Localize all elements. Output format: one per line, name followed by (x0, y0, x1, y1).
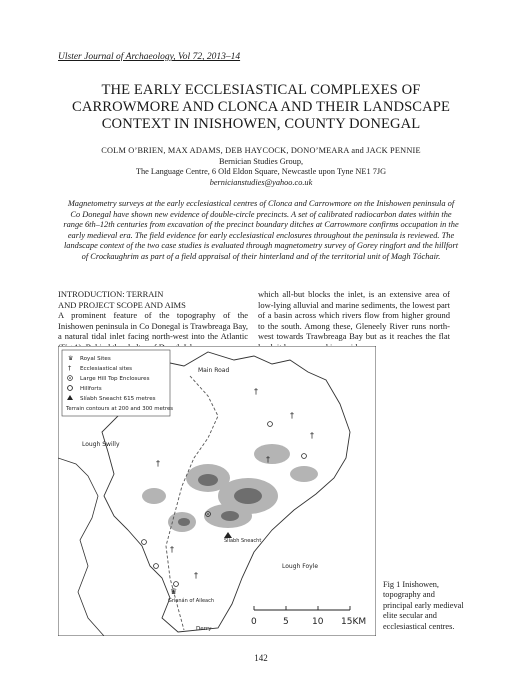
author-email: bernicianstudies@yahoo.co.uk (209, 177, 313, 187)
label-lough-foyle: Lough Foyle (282, 563, 319, 570)
journal-citation: Ulster Journal of Archaeology, Vol 72, 2013–14 (58, 52, 241, 62)
legend-label-hillforts: Hillforts (80, 386, 102, 392)
legend-icon-crown: ♛ (68, 355, 74, 362)
section-heading-2: AND PROJECT SCOPE AND AIMS (58, 299, 186, 310)
ecclesiastical-site-icon: † (310, 431, 314, 440)
legend-label-peak: Slíabh Sneacht 615 metres (80, 396, 156, 402)
legend-label-contours: Terrain contours at 200 and 300 metres (66, 406, 174, 412)
title-line: THE EARLY ECCLESIASTICAL COMPLEXES OF (101, 82, 421, 98)
scale-tick-5: 5 (283, 617, 289, 627)
legend-icon-cross: † (68, 364, 72, 372)
label-main-road: Main Road (198, 367, 230, 374)
abstract: Magnetometry surveys at the early ecclesiastical centres of Clonca and Carrowmore on the Inishowen peninsula of Co Donegal have shown new evidence of double-circle precincts. A set of calibrated radiocarbon dates within the range 6th–12th centuries from excavation of the precinct boundary ditches at Carrowmore confirms occupation in the early medieval era. The field evidence for early ecclesiastical enclosures throughout the peninsula is reviewed. The landscape context of the two case studies is evaluated through magnetometry survey of Gorey ringfort and the hillfort of Crockaughrim as part of a field appraisal of their hinterland and of the territorial unit of Magh Tóchair. (63, 199, 459, 261)
label-derry: Derry (196, 626, 212, 632)
label-slieve: Sliabh Sneacht (224, 538, 262, 544)
page-number: 142 (254, 653, 268, 663)
title-line: CARROWMORE AND CLONCA AND THEIR LANDSCAPE (71, 99, 451, 115)
affiliation-line-2: The Language Centre, 6 Old Eldon Square, Newcastle upon Tyne NE1 7JG (135, 167, 387, 176)
map-legend (62, 350, 173, 416)
body-paragraph-right: which all-but blocks the inlet, is an extensive area of low-lying alluvial and marine sediments, the lowest part of a basin across which rivers flow from higher ground to the south. Among these, Gleneely River runs north-west towards Trawbreaga Bay but as it reaches the flat (258, 289, 450, 342)
ecclesiastical-site-icon: † (194, 571, 198, 580)
figure-caption: Fig 1 Inishowen, topography and principal early medieval elite secular and ecclesiastical centres. (383, 580, 464, 631)
ecclesiastical-site-icon: † (170, 545, 174, 554)
ecclesiastical-site-icon: † (156, 459, 160, 468)
legend-label-enclosures: Large Hill Top Enclosures (80, 376, 150, 382)
body-column-left (58, 289, 248, 353)
scale-tick-0: 0 (251, 617, 257, 627)
inishowen-map (58, 346, 376, 636)
affiliation-line-1: Bernician Studies Group, (218, 156, 304, 166)
scale-tick-15: 15KM (341, 617, 367, 627)
title-line: CONTEXT IN INISHOWEN, COUNTY DONEGAL (101, 116, 421, 132)
ecclesiastical-site-icon: † (254, 387, 258, 396)
author-block (40, 146, 482, 188)
body-column-right (258, 289, 450, 353)
section-heading-1: INTRODUCTION: TERRAIN (58, 289, 164, 299)
legend-label-royal: Royal Sites (80, 356, 111, 362)
ecclesiastical-site-icon: † (266, 455, 270, 464)
body-paragraph-left: A prominent feature of the topography of the Inishowen peninsula in Co Donegal is Trawbreaga Bay, a natural tidal inlet facing north-west into the Atlantic (58, 310, 248, 342)
royal-site-icon: ♛ (170, 587, 178, 596)
label-lough-swilly: Lough Swilly (82, 441, 120, 448)
legend-label-ecclesiastical: Ecclesiastical sites (80, 366, 133, 372)
article-title (40, 82, 482, 133)
label-grianan: Grianán of Aileach (168, 598, 215, 604)
scale-tick-10: 10 (312, 617, 324, 627)
ecclesiastical-site-icon: † (290, 411, 294, 420)
author-names: COLM O’BRIEN, MAX ADAMS, DEB HAYCOCK, DONO’MEARA and JACK PENNIE (101, 146, 421, 155)
